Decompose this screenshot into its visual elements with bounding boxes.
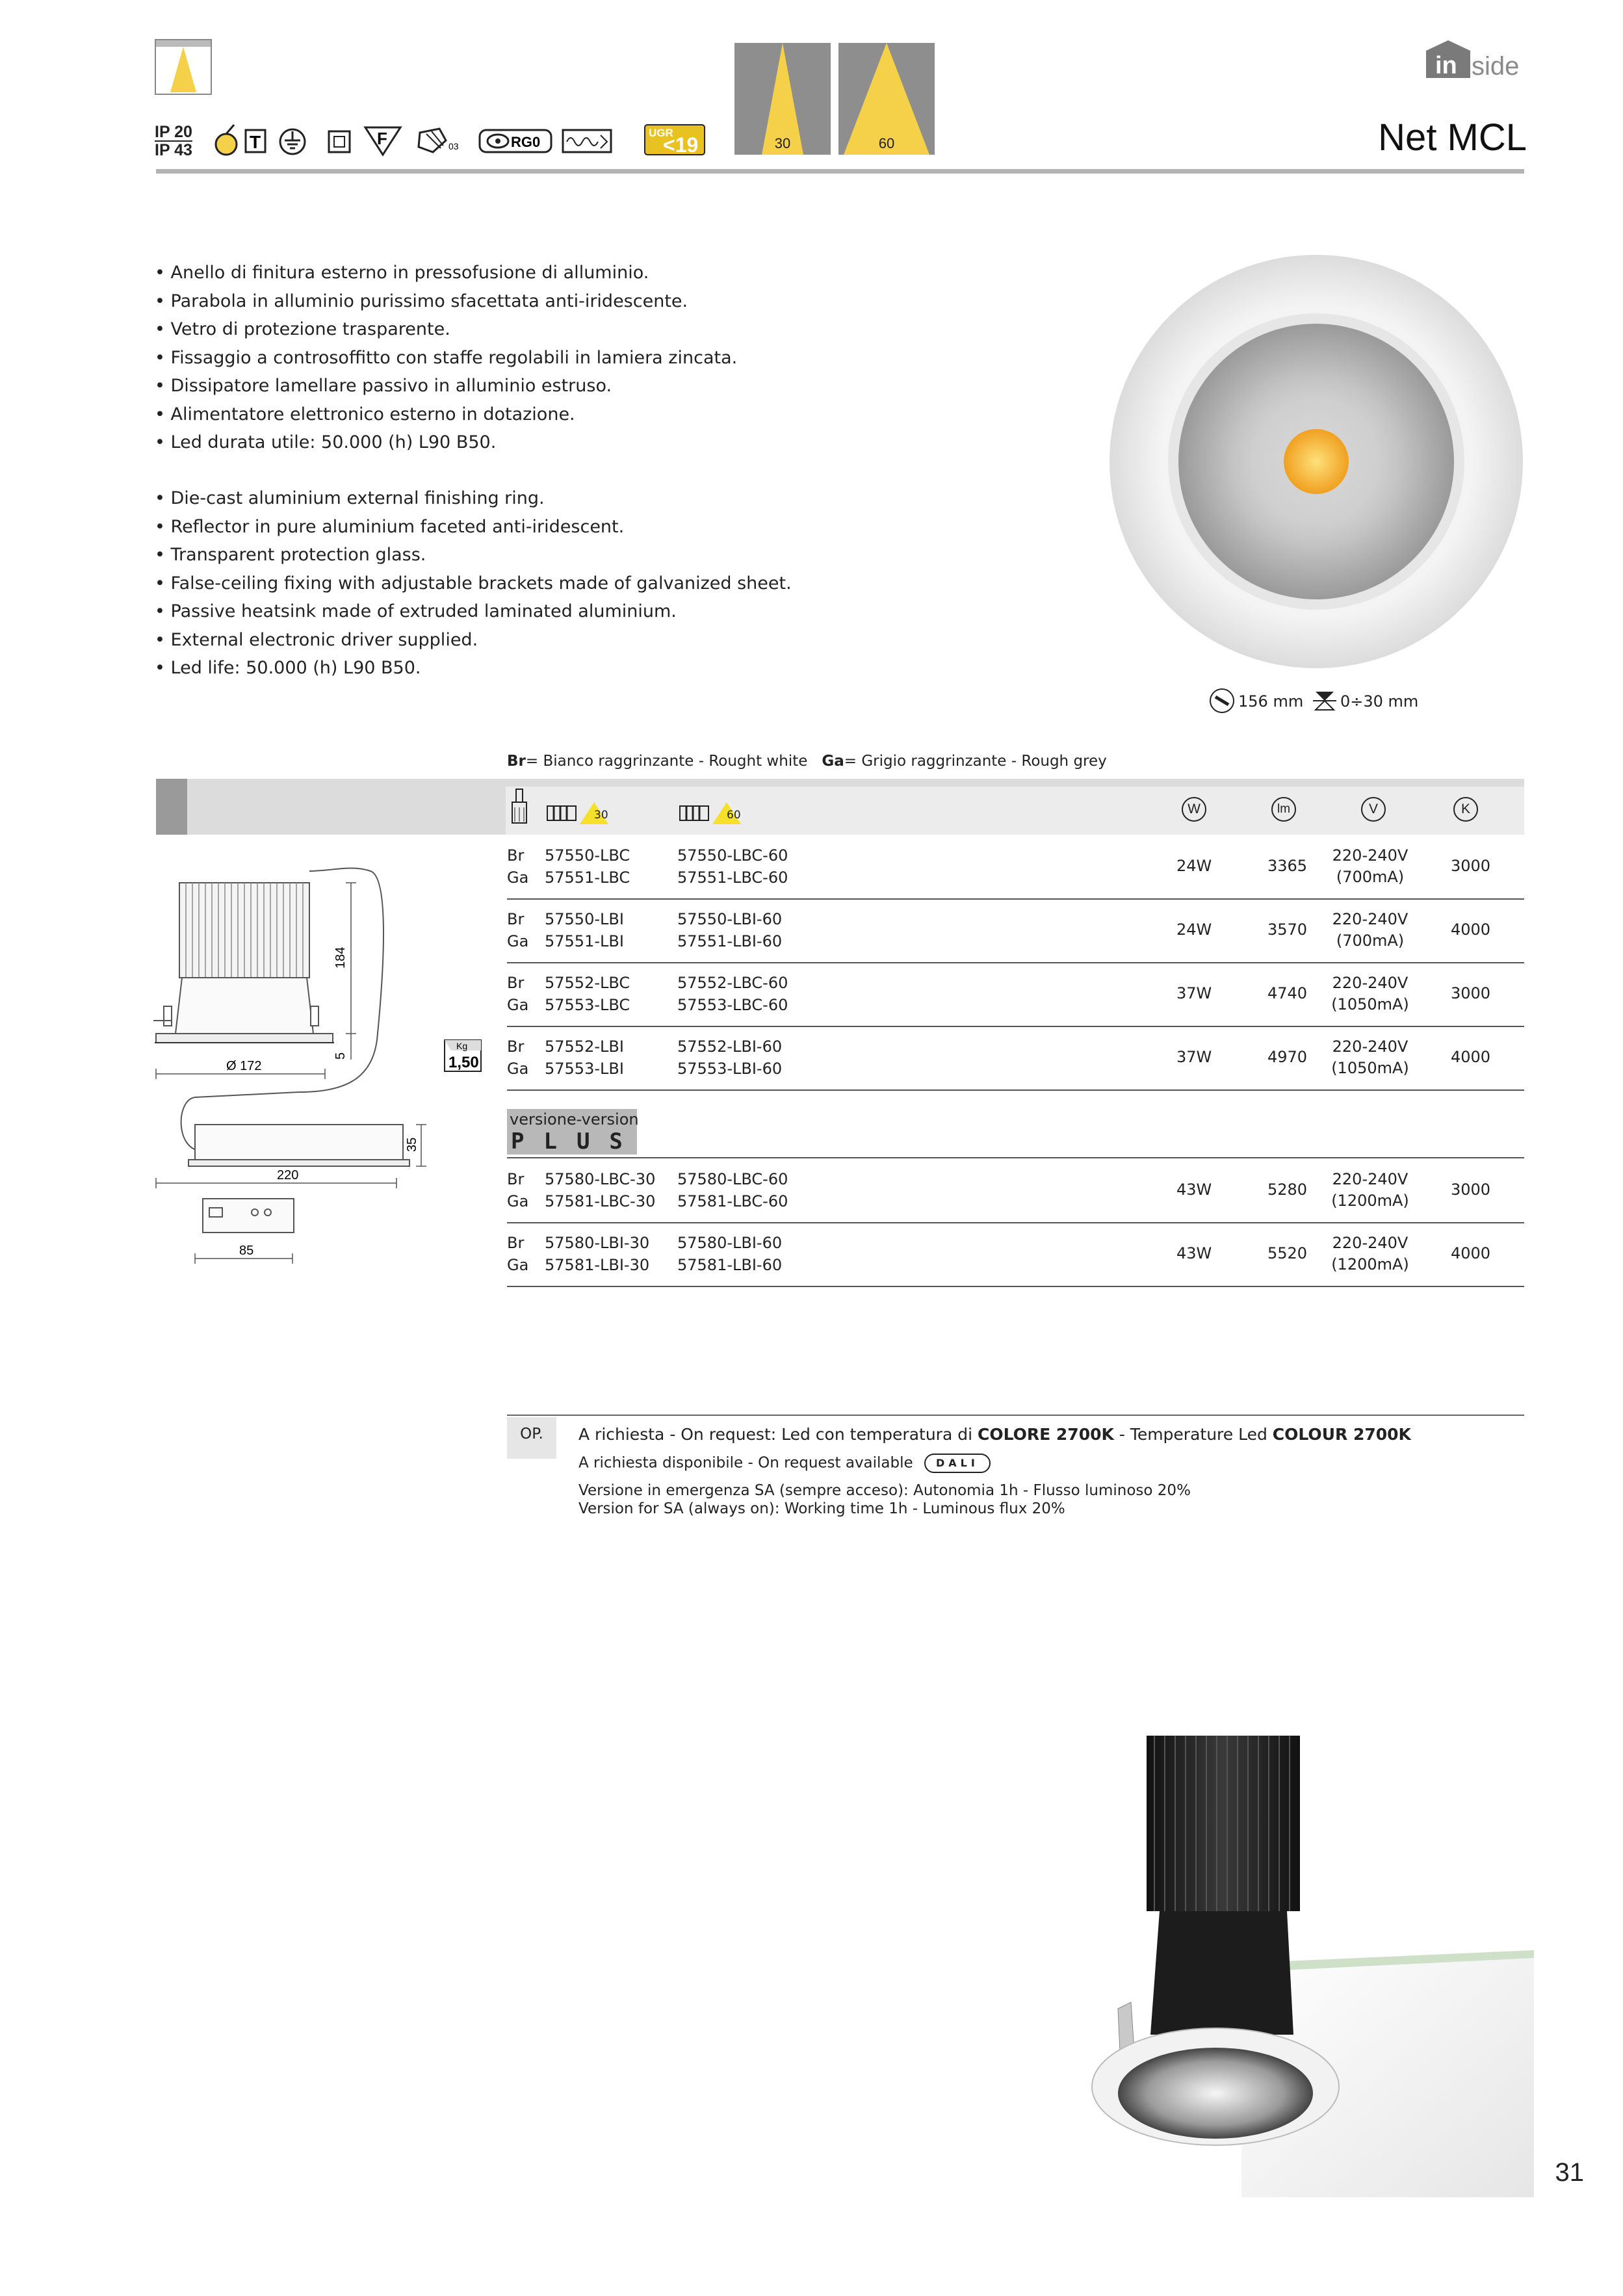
brand-logo	[1423, 38, 1527, 83]
voltage-value: 220-240V	[1332, 1170, 1409, 1188]
ip-rating	[155, 124, 192, 159]
code-ga-30: 57551-LBI	[545, 932, 624, 950]
watt: 43W	[1176, 1244, 1212, 1262]
header-rule	[156, 169, 1524, 174]
legend-br-text: = Bianco raggrinzante - Rought white	[525, 753, 808, 770]
table-row	[507, 1160, 1524, 1223]
dim-driver-width: 85	[239, 1244, 254, 1258]
cutout-icon	[1209, 688, 1235, 714]
finish-ga: Ga	[507, 932, 529, 950]
ceiling-thickness-icon	[1312, 688, 1338, 714]
list-item: • Led life: 50.000 (h) L90 B50.	[155, 654, 792, 683]
legend-br-code: Br	[507, 753, 526, 770]
current-value: (1200mA)	[1331, 1192, 1409, 1210]
watt: 37W	[1176, 1048, 1212, 1066]
code-ga-60: 57553-LBI-60	[677, 1060, 783, 1078]
finish-br: Br	[507, 846, 525, 865]
lumen: 5520	[1267, 1244, 1308, 1262]
list-item: • External electronic driver supplied.	[155, 626, 792, 655]
list-item: • Dissipatore lamellare passivo in alluminio estruso.	[155, 372, 737, 400]
voltage	[1318, 1036, 1422, 1079]
table-header-marker	[156, 779, 187, 835]
beam-60-column-icon	[679, 802, 757, 824]
driver-icon	[563, 130, 611, 152]
finish-ga: Ga	[507, 868, 529, 887]
column-watt: W	[1182, 797, 1206, 822]
ip-rating-1: IP 20	[155, 123, 192, 141]
column-beam-30: 30	[594, 809, 608, 822]
option-2700k-en: COLOUR 2700K	[1272, 1425, 1411, 1444]
beam-30-icon	[734, 43, 831, 155]
list-item: • Alimentatore elettronico esterno in dotazione.	[155, 400, 737, 429]
t-rating-icon	[246, 130, 265, 152]
svg-text:T: T	[250, 132, 261, 152]
current-value: (1050mA)	[1331, 1059, 1409, 1077]
watt: 43W	[1176, 1181, 1212, 1199]
code-ga-60: 57581-LBC-60	[677, 1192, 788, 1210]
finish-ga: Ga	[507, 1256, 529, 1274]
code-br-60: 57552-LBI-60	[677, 1037, 783, 1056]
beam-60-icon	[838, 43, 935, 155]
table-row	[507, 1223, 1524, 1287]
column-volt: V	[1361, 797, 1386, 822]
kelvin: 3000	[1451, 857, 1491, 875]
voltage-value: 220-240V	[1332, 846, 1409, 865]
finish-ga: Ga	[507, 1192, 529, 1210]
brand-suffix: side	[1472, 52, 1520, 81]
code-ga-60: 57553-LBC-60	[677, 996, 788, 1014]
voltage-value: 220-240V	[1332, 1234, 1409, 1252]
code-br-60: 57550-LBC-60	[677, 846, 788, 865]
plus-version-label: versione-version	[510, 1110, 639, 1128]
dali-badge-icon: DALI	[924, 1454, 991, 1473]
ugr-value: <19	[663, 133, 699, 157]
list-item: • Parabola in alluminio purissimo sfacettata anti-iridescente.	[155, 287, 737, 316]
kelvin: 3000	[1451, 984, 1491, 1002]
finish-br: Br	[507, 1170, 525, 1188]
lumen: 4740	[1267, 984, 1308, 1002]
lumen: 3365	[1267, 857, 1308, 875]
finish-br: Br	[507, 974, 525, 992]
product-photo-front	[1098, 247, 1534, 676]
class2-icon	[329, 131, 350, 152]
kelvin: 4000	[1451, 920, 1491, 939]
weight-unit: Kg	[456, 1041, 468, 1051]
finish-legend	[507, 753, 1107, 770]
dim-driver-length: 220	[277, 1168, 299, 1182]
column-lumen: lm	[1271, 797, 1296, 822]
cutout-thickness: 0÷30 mm	[1340, 692, 1419, 711]
earth-icon	[280, 129, 305, 154]
list-item: • Passive heatsink made of extruded laminated aluminium.	[155, 597, 792, 626]
option-2700k-pre: A richiesta - On request: Led con temperatura di	[578, 1425, 978, 1444]
voltage-value: 220-240V	[1332, 974, 1409, 992]
current-value: (1050mA)	[1331, 995, 1409, 1013]
code-ga-30: 57551-LBC	[545, 868, 630, 887]
code-br-30: 57552-LBC	[545, 974, 630, 992]
list-item: • Vetro di protezione trasparente.	[155, 315, 737, 344]
lumen: 4970	[1267, 1048, 1308, 1066]
kelvin: 3000	[1451, 1181, 1491, 1199]
description-english	[155, 484, 792, 683]
column-beam-60: 60	[727, 809, 741, 822]
list-item: • Die-cast aluminium external finishing ring.	[155, 484, 792, 513]
led-bulb-icon	[216, 125, 237, 155]
table-row	[507, 963, 1524, 1027]
code-ga-30: 57581-LBC-30	[545, 1192, 656, 1210]
brand-prefix: in	[1435, 52, 1457, 79]
f-mark-icon	[365, 127, 400, 155]
code-br-30: 57580-LBI-30	[545, 1234, 650, 1252]
current-value: (1200mA)	[1331, 1255, 1409, 1273]
watt: 24W	[1176, 857, 1212, 875]
options-label: OP.	[507, 1417, 556, 1459]
plus-version-badge	[507, 1109, 642, 1155]
plus-table	[507, 1160, 1524, 1287]
ugr-badge-icon	[645, 125, 705, 157]
code-br-30: 57552-LBI	[545, 1037, 624, 1056]
svg-text:F: F	[377, 129, 387, 148]
cutout-hole: 156 mm	[1238, 692, 1304, 711]
code-br-30: 57550-LBC	[545, 846, 630, 865]
certification-icons	[212, 120, 725, 159]
table-row	[507, 1027, 1524, 1091]
table-row	[507, 900, 1524, 963]
page-number: 31	[1555, 2158, 1584, 2187]
eye-safety-icon	[480, 130, 551, 152]
kelvin: 4000	[1451, 1048, 1491, 1066]
voltage-value: 220-240V	[1332, 1037, 1409, 1056]
finish-ga: Ga	[507, 996, 529, 1014]
code-br-60: 57580-LBC-60	[677, 1170, 788, 1188]
kelvin: 4000	[1451, 1244, 1491, 1262]
product-table	[507, 836, 1524, 1091]
code-ga-30: 57553-LBI	[545, 1060, 624, 1078]
list-item: • Led durata utile: 50.000 (h) L90 B50.	[155, 428, 737, 457]
lumen: 3570	[1267, 920, 1308, 939]
dim-diameter: Ø 172	[226, 1059, 262, 1073]
list-item: • Reflector in pure aluminium faceted anti-iridescent.	[155, 513, 792, 541]
voltage	[1318, 1233, 1422, 1275]
ball-pressure-icon	[419, 129, 459, 152]
rg-label: RG0	[511, 134, 541, 150]
option-emergency-it: Versione in emergenza SA (sempre acceso): Autonomia 1h - Flusso luminoso 20%	[578, 1482, 1191, 1499]
code-br-60: 57550-LBI-60	[677, 910, 783, 928]
finish-brush-icon	[510, 788, 529, 826]
list-item: • False-ceiling fixing with adjustable brackets made of galvanized sheet.	[155, 569, 792, 598]
code-ga-60: 57551-LBC-60	[677, 868, 788, 887]
code-br-60: 57552-LBC-60	[677, 974, 788, 992]
plus-label: PLUS	[511, 1128, 642, 1155]
code-ga-60: 57581-LBI-60	[677, 1256, 783, 1274]
voltage	[1318, 1169, 1422, 1212]
finish-br: Br	[507, 1037, 525, 1056]
code-br-60: 57580-LBI-60	[677, 1234, 783, 1252]
product-title: Net MCL	[1378, 116, 1527, 159]
current-value: (700mA)	[1336, 868, 1405, 886]
technical-drawing	[130, 845, 494, 1274]
column-kelvin: K	[1453, 797, 1478, 822]
weight-value: 1,50	[448, 1054, 479, 1071]
description-italian	[155, 259, 737, 457]
beam-60-label: 60	[878, 135, 895, 151]
code-br-30: 57580-LBC-30	[545, 1170, 656, 1188]
code-ga-60: 57551-LBI-60	[677, 932, 783, 950]
downlight-icon	[155, 39, 212, 95]
legend-ga-code: Ga	[822, 753, 844, 770]
finish-ga: Ga	[507, 1060, 529, 1078]
voltage-value: 220-240V	[1332, 910, 1409, 928]
voltage	[1318, 845, 1422, 888]
code-ga-30: 57553-LBC	[545, 996, 630, 1014]
ugr-label: UGR	[649, 127, 673, 139]
list-item: • Anello di finitura esterno in pressofusione di alluminio.	[155, 259, 737, 287]
options-rule	[507, 1415, 1524, 1416]
voltage	[1318, 972, 1422, 1015]
dim-height: 184	[333, 946, 348, 969]
svg-text:03: 03	[448, 141, 459, 151]
option-emergency-en: Version for SA (always on): Working time 1h - Luminous flux 20%	[578, 1500, 1065, 1517]
watt: 24W	[1176, 920, 1212, 939]
lumen: 5280	[1267, 1181, 1308, 1199]
option-dali-text: A richiesta disponibile - On request available	[578, 1454, 913, 1472]
table-row	[507, 836, 1524, 900]
product-photo-installed	[1079, 1723, 1534, 2197]
option-2700k	[578, 1425, 1411, 1444]
option-dali	[578, 1454, 991, 1473]
dim-ring: 5	[333, 1052, 348, 1060]
beam-30-column-icon	[546, 802, 624, 824]
dim-driver-height: 35	[405, 1137, 419, 1152]
option-2700k-it: COLORE 2700K	[977, 1425, 1114, 1444]
option-2700k-mid: - Temperature Led	[1113, 1425, 1273, 1444]
finish-br: Br	[507, 910, 525, 928]
list-item: • Transparent protection glass.	[155, 541, 792, 569]
plus-rule	[507, 1157, 1524, 1158]
voltage	[1318, 909, 1422, 952]
current-value: (700mA)	[1336, 932, 1405, 950]
code-ga-30: 57581-LBI-30	[545, 1256, 650, 1274]
watt: 37W	[1176, 984, 1212, 1002]
beam-30-label: 30	[774, 135, 791, 151]
code-br-30: 57550-LBI	[545, 910, 624, 928]
ip-rating-2: IP 43	[155, 141, 192, 159]
finish-br: Br	[507, 1234, 525, 1252]
legend-ga-text: = Grigio raggrinzante - Rough grey	[844, 753, 1107, 770]
list-item: • Fissaggio a controsoffitto con staffe regolabili in lamiera zincata.	[155, 344, 737, 372]
